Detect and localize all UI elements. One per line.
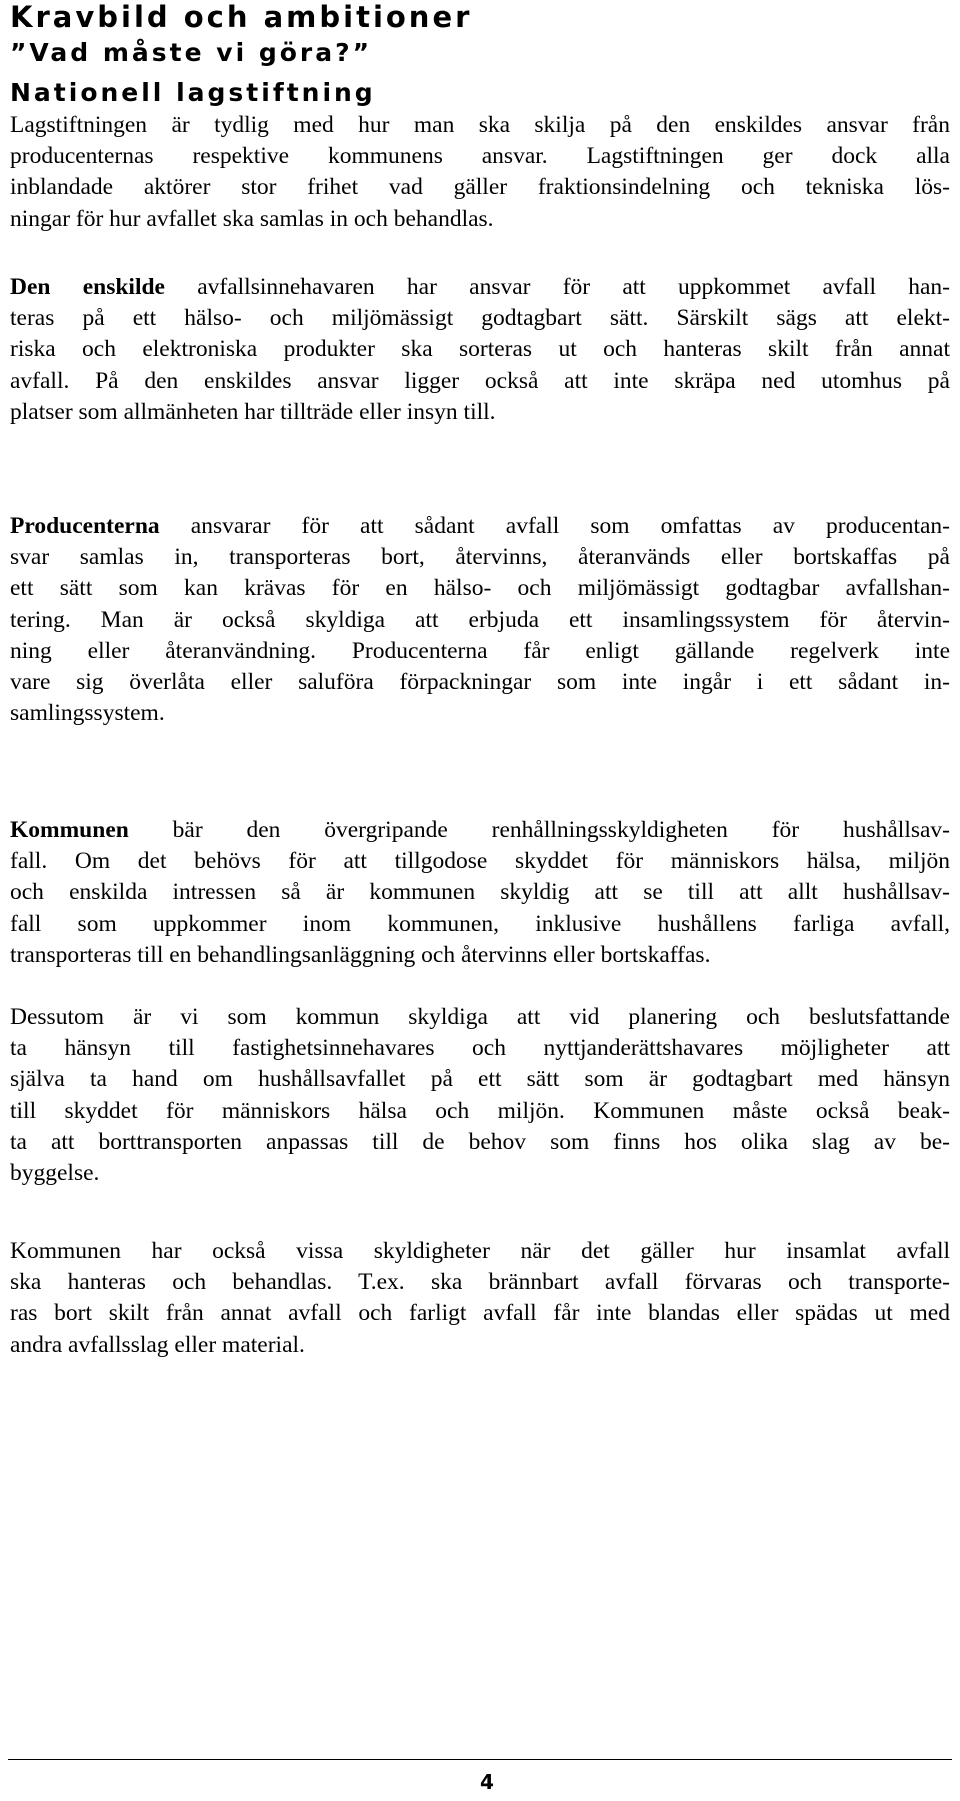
- text-line-rest: bär den övergripande renhållningsskyldigheten för hushållsav-: [128, 817, 950, 843]
- text-line: och enskilda intressen så är kommunen skyldig att se till att allt hushållsav-: [10, 879, 950, 906]
- text-line: byggelse.: [10, 1160, 100, 1187]
- text-line-rest: ansvarar för att sådant avfall som omfattas av producentan-: [159, 513, 950, 539]
- text-line: andra avfallsslag eller material.: [10, 1331, 305, 1358]
- bold-term: Den enskilde: [10, 274, 165, 300]
- text-line: svar samlas in, transporteras bort, återvinns, återanvänds eller bortskaffas på: [10, 544, 950, 571]
- page-subheading: ”Vad måste vi göra?”: [10, 38, 373, 67]
- paragraph-producers: [10, 511, 950, 729]
- text-line: [10, 815, 950, 846]
- text-line: ning eller återanvändning. Producenterna får enligt gällande regelverk inte: [10, 637, 950, 664]
- text-line: avfall. På den enskildes ansvar ligger också att inte skräpa ned utomhus på: [10, 367, 950, 394]
- paragraph-planning: [10, 1002, 950, 1189]
- text-line: ningar för hur avfallet ska samlas in och behandlas.: [10, 205, 494, 232]
- bold-term: Kommunen: [10, 817, 129, 843]
- text-line: fall. Om det behövs för att tillgodose skyddet för människors hälsa, miljön: [10, 848, 950, 875]
- text-line: ras bort skilt från annat avfall och farligt avfall får inte blandas eller spädas ut med: [10, 1300, 950, 1327]
- text-line: [10, 272, 950, 303]
- bold-term: Producenterna: [10, 513, 160, 539]
- text-line: samlingssystem.: [10, 700, 165, 727]
- page-number: 4: [480, 1770, 494, 1794]
- text-line-rest: avfallsinnehavaren har ansvar för att uppkommet avfall han-: [164, 274, 951, 300]
- page-heading: Kravbild och ambitioner: [10, 0, 473, 34]
- text-line: ta hänsyn till fastighetsinnehavares och nyttjanderättshavares möjligheter att: [10, 1035, 950, 1062]
- paragraph-municipality: [10, 815, 950, 971]
- footer-rule: [8, 1759, 952, 1760]
- text-line: platser som allmänheten har tillträde eller insyn till.: [10, 398, 496, 425]
- text-line: tering. Man är också skyldiga att erbjuda ett insamlingssystem för återvin-: [10, 606, 950, 633]
- paragraph-handling: [10, 1236, 950, 1361]
- text-line: inblandade aktörer stor frihet vad gäller fraktionsindelning och tekniska lös-: [10, 174, 950, 201]
- text-line: ta att borttransporten anpassas till de behov som finns hos olika slag av be-: [10, 1128, 950, 1155]
- text-line: Dessutom är vi som kommun skyldiga att vid planering och beslutsfattande: [10, 1004, 950, 1030]
- paragraph-individual: [10, 272, 950, 428]
- text-line: till skyddet för människors hälsa och miljön. Kommunen måste också beak-: [10, 1097, 950, 1124]
- section-title: Nationell lagstiftning: [10, 78, 376, 107]
- text-line: fall som uppkommer inom kommunen, inklusive hushållens farliga avfall,: [10, 910, 950, 937]
- text-line: producenternas respektive kommunens ansvar. Lagstiftningen ger dock alla: [10, 143, 950, 170]
- text-line: transporteras till en behandlingsanläggning och återvinns eller bortskaffas.: [10, 941, 711, 968]
- text-line: riska och elektroniska produkter ska sorteras ut och hanteras skilt från annat: [10, 336, 950, 363]
- text-line: ett sätt som kan krävas för en hälso- och miljömässigt godtagbar avfallshan-: [10, 575, 950, 602]
- text-line: ska hanteras och behandlas. T.ex. ska brännbart avfall förvaras och transporte-: [10, 1269, 950, 1296]
- text-line: Kommunen har också vissa skyldigheter när det gäller hur insamlat avfall: [10, 1238, 950, 1264]
- text-line: vare sig överlåta eller saluföra förpackningar som inte ingår i ett sådant in-: [10, 669, 950, 696]
- text-line: själva ta hand om hushållsavfallet på ett sätt som är godtagbart med hänsyn: [10, 1066, 950, 1093]
- text-line: teras på ett hälso- och miljömässigt godtagbart sätt. Särskilt sägs att elekt-: [10, 305, 950, 332]
- paragraph-intro: [10, 110, 950, 235]
- text-line: Lagstiftningen är tydlig med hur man ska skilja på den enskildes ansvar från: [10, 112, 950, 138]
- text-line: [10, 511, 950, 542]
